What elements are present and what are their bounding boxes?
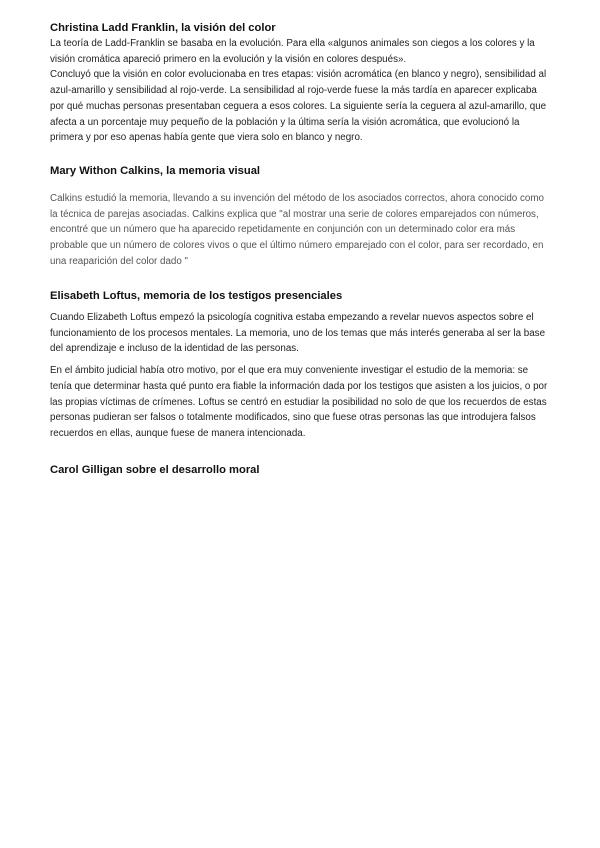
section-calkins (50, 164, 550, 270)
paragraph: La teoría de Ladd-Franklin se basaba en la evolución. Para ella «algunos animales son ciegos a los colores y la visión cromática apareció primero en la evolución y la visión en colores después». (50, 38, 535, 65)
section-heading: Carol Gilligan sobre el desarrollo moral (50, 464, 260, 476)
paragraph: Concluyó que la visión en color evolucionaba en tres etapas: visión acromática (en blanco y negro), sensibilidad al azul-amarillo y sensibilidad al rojo-verde. La sensibilidad al rojo-verde fuese la más tardía en aparecer explicaba por qué muchas personas presentaban ceguera a esos colores. La siguiente sería la ceguera al azul-amarillo, que afecta a un porcentaje muy pequeño de la población y la última sería la visión acromática, que evolucionó la primera y por eso apenas había gente que viera solo en blanco y negro. (50, 69, 547, 144)
section-ladd-franklin (50, 21, 550, 146)
section-heading: Christina Ladd Franklin, la visión del color (50, 22, 276, 34)
paragraph: Cuando Elizabeth Loftus empezó la psicología cognitiva estaba empezando a revelar nuevos aspectos sobre el funcionamiento de los procesos mentales. La memoria, uno de los temas que más interés generaba al ser la base del aprendizaje e incluso de la identidad de las personas. (50, 312, 546, 355)
section-heading: Elisabeth Loftus, memoria de los testigos presenciales (50, 290, 343, 302)
section-loftus (50, 289, 550, 442)
section-gilligan (50, 463, 550, 478)
paragraph: En el ámbito judicial había otro motivo, por el que era muy conveniente investigar el estudio de la memoria: se tenía que determinar hasta qué punto era fiable la información dada por los testigos que asisten a los juicios, o por las propias víctimas de crímenes. Loftus se centró en estudiar la posibilidad no solo de que los recuerdos de estas personas pudieran ser falsos o totalmente modificados, sino que fuese otras personas las que introdujera falsos recuerdos en ellas, aunque fuese de manera intencionada. (50, 365, 548, 439)
section-heading: Mary Withon Calkins, la memoria visual (50, 165, 261, 177)
paragraph: Calkins estudió la memoria, llevando a su invención del método de los asociados correctos, ahora conocido como la técnica de parejas asociadas. Calkins explica que "al mostrar una serie de colores emparejados con números, encontré que un número que ha aparecido repetidamente en conjunción con un determinado color era más probable que un número de colores vivos o que el último número emparejado con el color, para ser recordado, en una reaparición del color dado " (50, 193, 544, 267)
